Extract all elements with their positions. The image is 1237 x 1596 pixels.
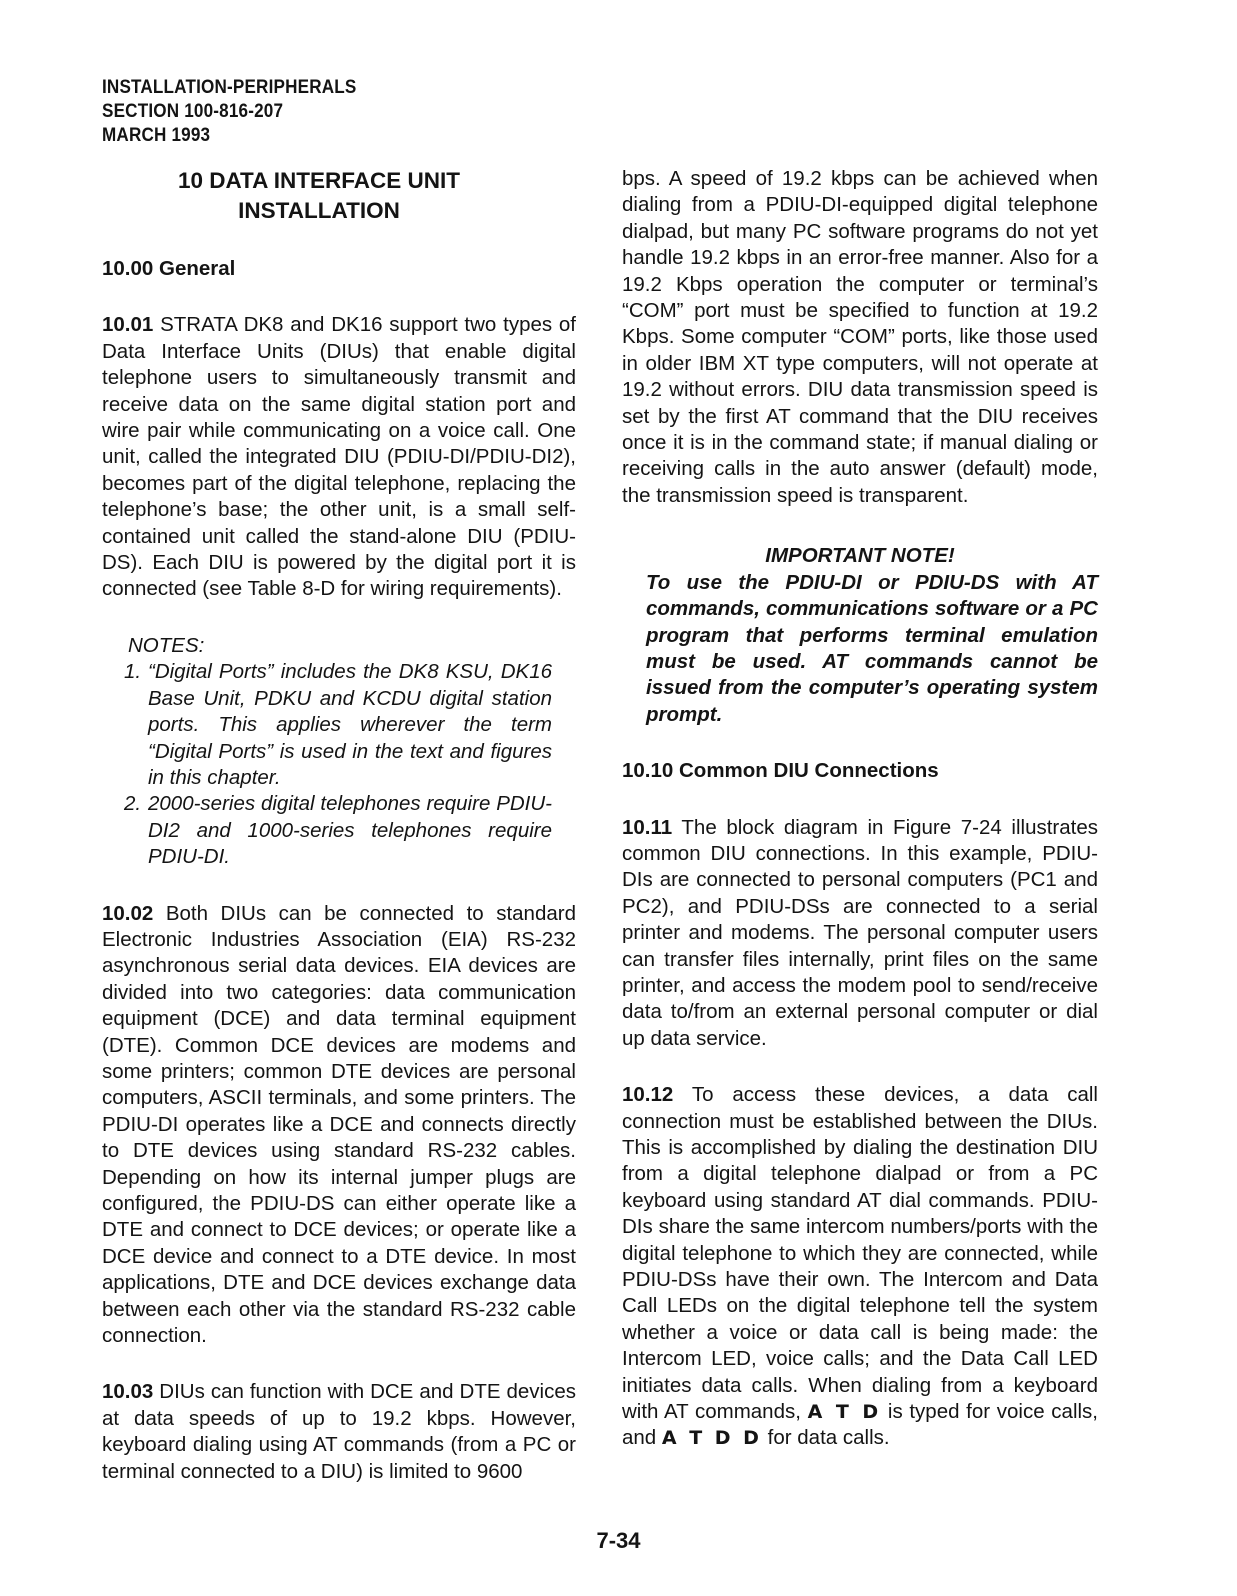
at-command-data: A T D D (661, 1427, 762, 1450)
chapter-title (102, 166, 576, 226)
note-number: 1. (124, 660, 142, 684)
notes-block (124, 633, 552, 871)
important-note (646, 543, 1098, 728)
paragraph-text: The block diagram in Figure 7-24 illustrates common DIU connections. In this example, PDIU-DIs are connected to personal computers (PC1 and PC2), and PDIU-DSs are connected to a serial printer and modems. The personal computer users can transfer files internally, print files on the same printer, and access the modem pool to send/receive data to/from an external personal computer or dial up data service. (622, 815, 1098, 1050)
note-item (124, 791, 552, 870)
paragraph-number: 10.01 (102, 313, 154, 337)
paragraph-10-12 (622, 1082, 1098, 1452)
chapter-title-line-1: 10 DATA INTERFACE UNIT (177, 168, 461, 193)
header-line-1: INSTALLATION-PERIPHERALS (102, 77, 357, 98)
note-text: 2000-series digital telephones require PDIU-DI2 and 1000-series telephones require PDIU-DI. (148, 792, 552, 869)
important-note-text: To use the PDIU-DI or PDIU-DS with AT commands, communications software or a PC program that performs terminal emulation must be used. AT commands cannot be issued from the computer’s operating system prompt. (646, 570, 1098, 726)
paragraph-10-02 (102, 901, 576, 1350)
header-line-2: SECTION 100-816-207 (102, 101, 284, 122)
paragraph-text: STRATA DK8 and DK16 support two types of Data Interface Units (DIUs) that enable digital telephone users to simultaneously transmit and receive data on the same digital station port and wire pair while communicating on a voice call. One unit, called the integrated DIU (PDIU-DI/PDIU-DI2), becomes part of the digital telephone, replacing the telephone’s base; the other unit, is a small self-contained unit called the stand-alone DIU (PDIU-DS). Each DIU is powered by the digital port it is connected (see Table 8-D for wiring requirements). (102, 313, 576, 601)
section-heading-common-diu: 10.10 Common DIU Connections (622, 759, 939, 783)
chapter-title-line-2: INSTALLATION (238, 198, 400, 223)
paragraph-text: DIUs can function with DCE and DTE devices at data speeds of up to 19.2 kbps. However, keyboard dialing using AT commands (from a PC or terminal connected to a DIU) is limited to 9600 (102, 1380, 576, 1483)
important-note-title: IMPORTANT NOTE! (765, 544, 955, 568)
notes-heading: NOTES: (128, 633, 205, 657)
paragraph-10-11 (622, 815, 1098, 1053)
paragraph-10-03-continued: bps. A speed of 19.2 kbps can be achieved when dialing from a PDIU-DI-equipped digital telephone dialpad, but many PC software programs do not yet handle 19.2 kbps in an error-free manner. Also for a 19.2 Kbps operation the computer or terminal’s “COM” port must be specified to function at 19.2 Kbps. Some computer “COM” ports, like those used in older IBM XT type computers, will not operate at 19.2 without errors. DIU data transmission speed is set by the first AT command that the DIU receives once it is in the command state; if manual dialing or receiving calls in the auto answer (default) mode, the transmission speed is transparent. (622, 167, 1098, 507)
page-header (102, 76, 356, 148)
note-item (124, 659, 552, 791)
note-number: 2. (124, 792, 142, 816)
paragraph-10-01 (102, 312, 576, 602)
paragraph-number: 10.02 (102, 901, 154, 925)
paragraph-number: 10.12 (622, 1083, 674, 1107)
paragraph-number: 10.11 (622, 815, 673, 839)
note-text: “Digital Ports” includes the DK8 KSU, DK16 Base Unit, PDKU and KCDU digital station ports. This applies wherever the term “Digital Ports” is used in the text and figures in this chapter. (148, 660, 552, 789)
paragraph-number: 10.03 (102, 1380, 154, 1404)
paragraph-text: is typed for voice calls, and (622, 1400, 1099, 1450)
paragraph-text: for data calls. (761, 1426, 890, 1450)
paragraph-text: Both DIUs can be connected to standard Electronic Industries Association (EIA) RS-232 asynchronous serial data devices. EIA devices are divided into two categories: data communication equipment (DCE) and data terminal equipment (DTE). Common DCE devices are modems and some printers; common DTE devices are personal computers, ASCII terminals, and some printers. The PDIU-DI operates like a DCE and connects directly to DTE devices using standard RS-232 cables. Depending on how its internal jumper plugs are configured, the PDIU-DS can either operate like a DTE and connect to DCE devices; or operate like a DCE device and connect to a DTE device. In most applications, DTE and DCE devices exchange data between each other via the standard RS-232 cable connection. (102, 901, 576, 1348)
page-number: 7-34 (596, 1528, 641, 1553)
right-column (622, 166, 1098, 1452)
section-heading-general: 10.00 General (102, 257, 236, 280)
paragraph-text: To access these devices, a data call connection must be established between the DIUs. This is accomplished by dialing the destination DIU from a digital telephone dialpad or from a PC keyboard using standard AT dial commands. PDIU-DIs share the same intercom numbers/ports with the digital telephone to which they are connected, while PDIU-DSs have their own. The Intercom and Data Call LEDs on the digital telephone tell the system whether a voice or data call is being made: the Intercom LED, voice calls; and the Data Call LED initiates data calls. When dialing from a keyboard with AT commands, (622, 1083, 1098, 1424)
at-command-voice: A T D (807, 1401, 882, 1424)
left-column (102, 166, 576, 1485)
paragraph-10-03 (102, 1379, 576, 1485)
header-line-3: MARCH 1993 (102, 125, 211, 146)
